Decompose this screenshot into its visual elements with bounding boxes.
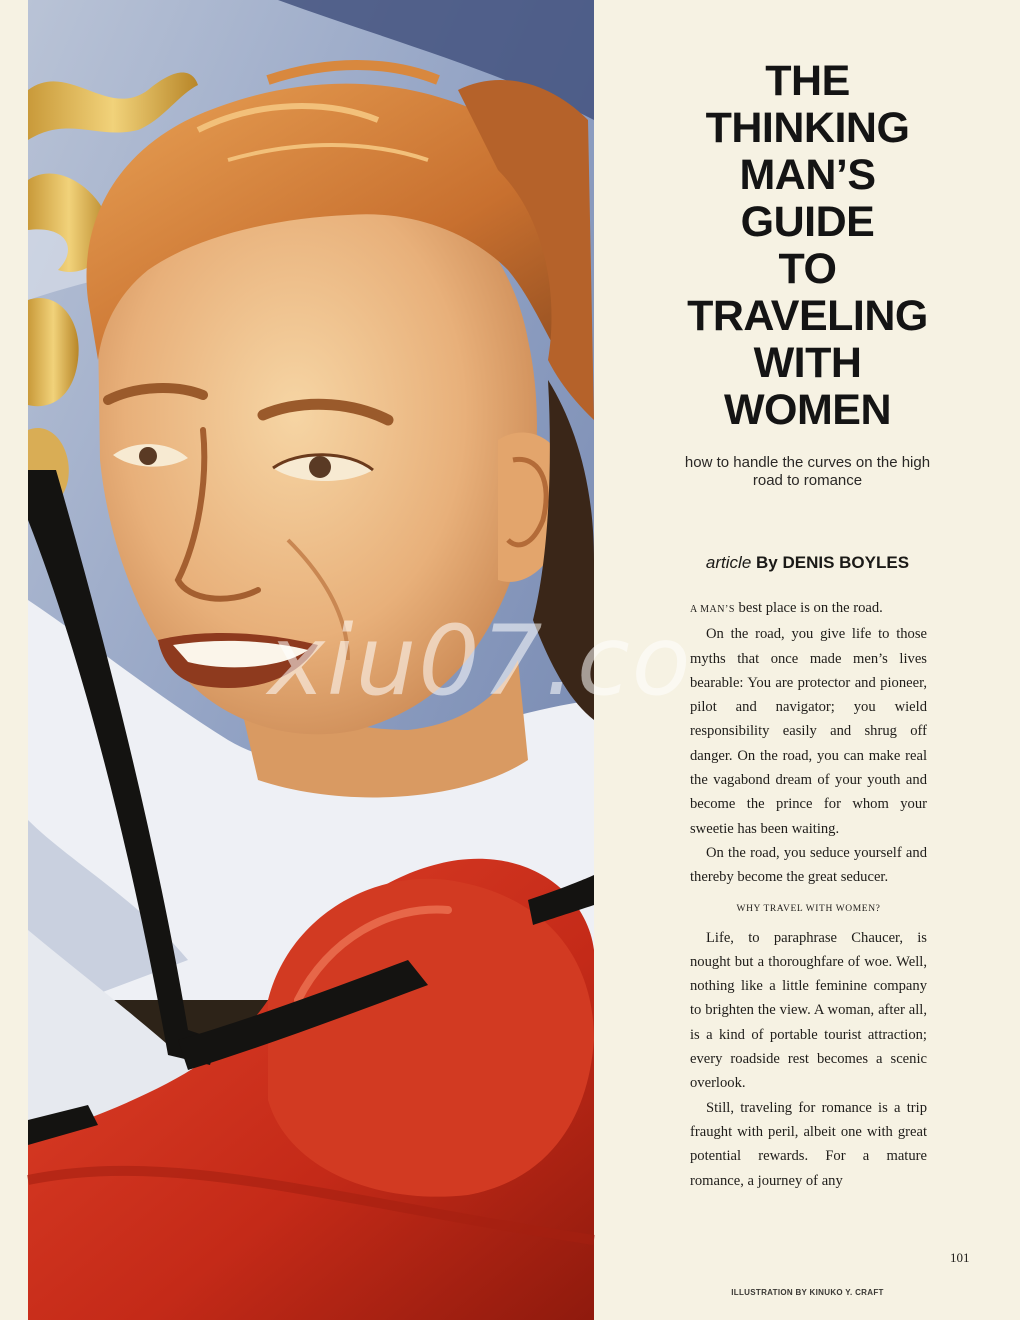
page-number: 101	[950, 1250, 970, 1265]
watermark: xiu07.co	[268, 605, 693, 717]
article-body	[690, 596, 927, 1193]
section-subhead: WHY TRAVEL WITH WOMEN?	[736, 903, 881, 914]
title-line: TO	[778, 245, 837, 293]
title-line: GUIDE	[740, 198, 875, 246]
article-title	[680, 58, 935, 434]
byline-author: By DENIS BOYLES	[756, 553, 910, 572]
paragraph	[690, 596, 927, 622]
title-line: WOMEN	[723, 386, 892, 434]
byline	[680, 553, 935, 573]
article-subtitle: how to handle the curves on the high road to romance	[684, 454, 931, 489]
title-line: THINKING	[705, 104, 910, 152]
byline-prefix: article	[705, 553, 752, 572]
illustration	[28, 0, 693, 1320]
lead-in: A MAN’S	[690, 604, 735, 615]
paragraph: On the road, you seduce yourself and thereby become the great seducer.	[690, 844, 927, 886]
lead-in-rest: best place is on the road.	[734, 600, 883, 616]
title-line: TRAVELING	[687, 292, 928, 340]
title-line: WITH	[753, 339, 862, 387]
illustration-credit: ILLUSTRATION BY KINUKO Y. CRAFT	[731, 1288, 884, 1297]
title-line: MAN’S	[739, 151, 876, 199]
paragraph: Life, to paraphrase Chaucer, is nought but a thoroughfare of woe. Well, nothing like a little feminine company to brighten the view. A woman, after all, is a kind of portable tourist attraction; every roadside rest becomes a scenic overlook.	[690, 929, 927, 1092]
paragraph: Still, traveling for romance is a trip fraught with peril, albeit one with great potential rewards. For a mature romance, a journey of any	[690, 1099, 927, 1189]
paragraph: On the road, you give life to those myths that once made men’s lives bearable: You are protector and pioneer, pilot and navigator; you wield responsibility easily and shrug off danger. On the road, you can make real the vagabond dream of your youth and become the prince for whom your sweetie has been waiting.	[690, 626, 927, 837]
title-line: THE	[765, 57, 850, 105]
